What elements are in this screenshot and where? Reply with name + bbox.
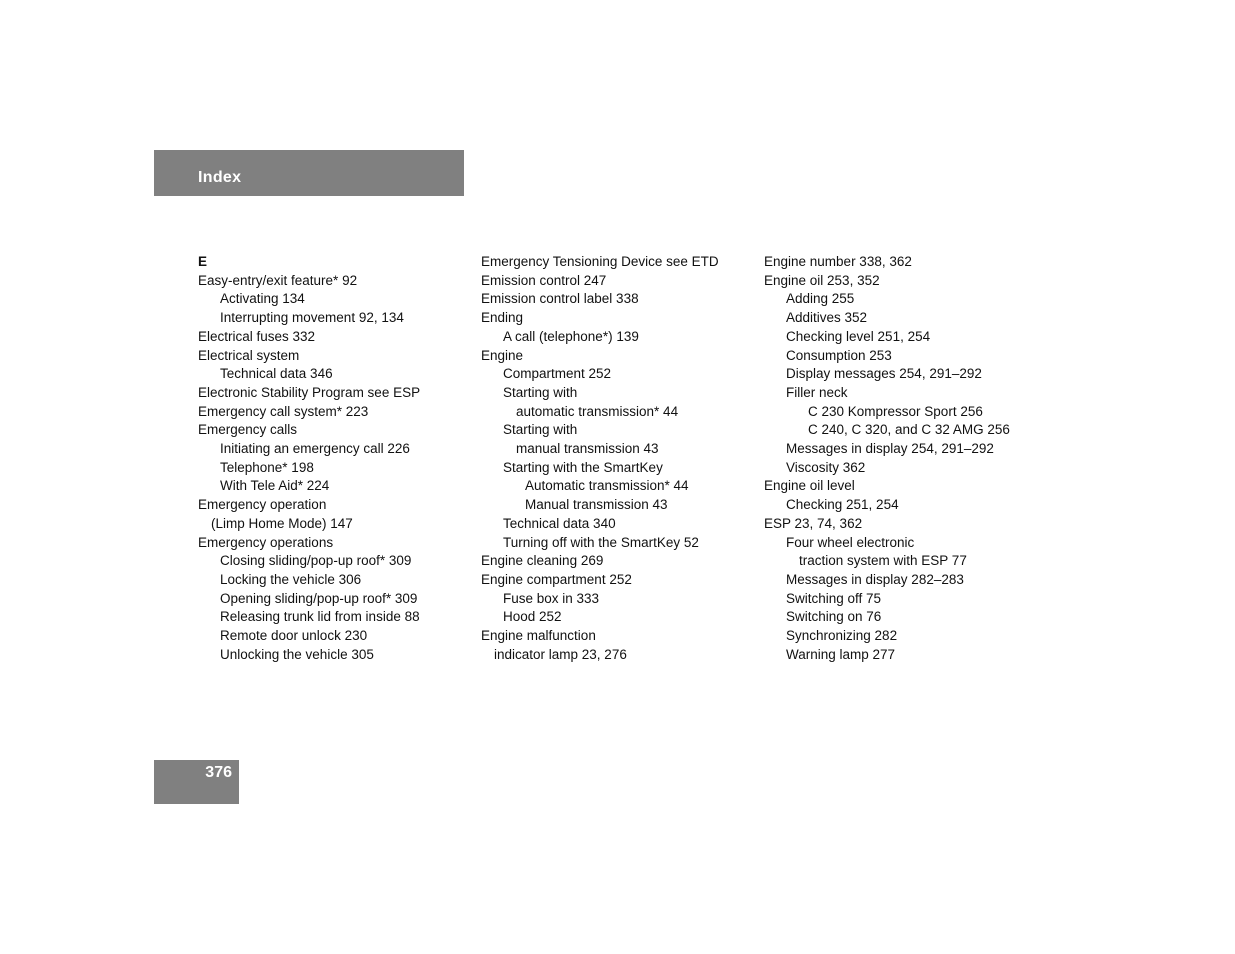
index-entry: Engine number 338, 362 [764, 254, 912, 269]
index-entry: Technical data 340 [503, 515, 616, 531]
index-entry: Electronic Stability Program see ESP [198, 384, 421, 400]
index-entry: Consumption 253 [786, 347, 892, 363]
index-entry: Engine cleaning 269 [481, 553, 604, 569]
index-entry: Emission control 247 [481, 272, 607, 288]
index-entry: Engine oil 253, 352 [764, 272, 880, 288]
index-entry: Checking 251, 254 [786, 497, 899, 513]
index-entry: Activating 134 [220, 291, 305, 307]
index-entry: Filler neck [786, 384, 848, 400]
index-header-bar [154, 150, 464, 196]
index-entry: With Tele Aid* 224 [220, 478, 330, 494]
index-entry: Unlocking the vehicle 305 [220, 646, 374, 662]
page-number: 376 [205, 764, 232, 781]
index-entry: Telephone* 198 [220, 459, 314, 475]
index-entry: Hood 252 [503, 609, 562, 625]
index-entry: Technical data 346 [220, 366, 333, 382]
index-entry: Emergency Tensioning Device see ETD [481, 254, 719, 269]
index-entry: Starting with [503, 384, 578, 400]
index-entry: Releasing trunk lid from inside 88 [220, 609, 420, 625]
index-entry: Manual transmission 43 [525, 497, 668, 513]
index-section-letter: E [198, 254, 208, 269]
index-entry: Emission control label 338 [481, 291, 639, 307]
index-entry: traction system with ESP 77 [799, 553, 967, 569]
index-entry: Engine oil level [764, 478, 855, 494]
index-entry: Initiating an emergency call 226 [220, 441, 410, 457]
index-entry: Additives 352 [786, 310, 868, 326]
index-entry: (Limp Home Mode) 147 [211, 515, 353, 531]
index-entry: Messages in display 254, 291–292 [786, 441, 994, 457]
index-entry: Interrupting movement 92, 134 [220, 310, 404, 326]
index-entry: C 230 Kompressor Sport 256 [808, 403, 983, 419]
index-entry: Closing sliding/pop-up roof* 309 [220, 553, 412, 569]
index-entry: Engine compartment 252 [481, 571, 632, 587]
index-entry: Emergency operations [198, 534, 334, 550]
index-entry: automatic transmission* 44 [516, 403, 679, 419]
index-column-2 [481, 253, 751, 664]
index-entry: Viscosity 362 [786, 459, 866, 475]
index-entry: Automatic transmission* 44 [525, 478, 689, 494]
index-entry: Turning off with the SmartKey 52 [503, 534, 699, 550]
index-entry: manual transmission 43 [516, 441, 659, 457]
index-entry: Emergency operation [198, 497, 327, 513]
index-entry: Adding 255 [786, 291, 855, 307]
index-entry: Display messages 254, 291–292 [786, 366, 982, 382]
index-entry: Opening sliding/pop-up roof* 309 [220, 590, 418, 606]
index-entry: Electrical fuses 332 [198, 328, 316, 344]
index-entry: Starting with the SmartKey [503, 459, 663, 475]
index-entry: Fuse box in 333 [503, 590, 600, 606]
index-entry: indicator lamp 23, 276 [494, 646, 627, 662]
index-entry: ESP 23, 74, 362 [764, 515, 863, 531]
index-entry: C 240, C 320, and C 32 AMG 256 [808, 422, 1010, 438]
index-entry: Easy-entry/exit feature* 92 [198, 272, 358, 288]
index-entry: Synchronizing 282 [786, 628, 898, 644]
index-entry: Switching on 76 [786, 609, 882, 625]
index-entry: Starting with [503, 422, 578, 438]
index-entry: Messages in display 282–283 [786, 571, 964, 587]
index-entry: Four wheel electronic [786, 534, 915, 550]
index-entry: Ending [481, 310, 524, 326]
index-entry: Remote door unlock 230 [220, 628, 368, 644]
index-entry: Compartment 252 [503, 366, 612, 382]
index-entry: Switching off 75 [786, 590, 882, 606]
index-entry: Locking the vehicle 306 [220, 571, 362, 587]
index-entry: Checking level 251, 254 [786, 328, 931, 344]
index-entry: Engine malfunction [481, 628, 596, 644]
page-number-box [154, 760, 239, 804]
index-entry: Warning lamp 277 [786, 646, 896, 662]
index-entry: A call (telephone*) 139 [503, 328, 639, 344]
index-entry: Emergency call system* 223 [198, 403, 369, 419]
index-entry: Emergency calls [198, 422, 298, 438]
index-entry: Electrical system [198, 347, 300, 363]
page-title: Index [198, 169, 242, 186]
index-entry: Engine [481, 347, 524, 363]
index-column-3 [764, 253, 1044, 664]
index-column-1 [198, 253, 468, 664]
